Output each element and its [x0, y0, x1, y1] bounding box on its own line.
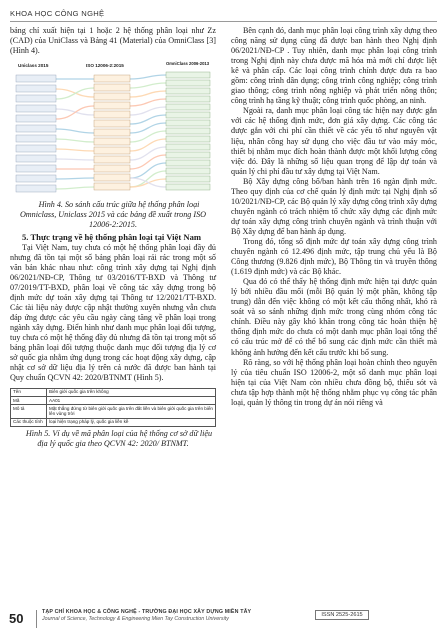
- table-cell: Mã: [11, 396, 47, 404]
- omniclass-tables: [166, 72, 210, 190]
- figure-5-table: [10, 388, 216, 427]
- column-header-omniclass: OmniClass 2006-2013: [166, 61, 210, 67]
- table-cell: Mặt thẳng đứng từ biên giới quốc gia trên đất liền và biên giới quốc gia trên biển lên vùng trời: [47, 404, 216, 418]
- table-cell: AA01: [47, 396, 216, 404]
- page-footer: [0, 604, 447, 640]
- journal-name-vn: TẠP CHÍ KHOA HỌC & CÔNG NGHỆ - TRƯỜNG ĐẠI HỌC XÂY DỰNG MIỀN TÂY: [42, 609, 252, 615]
- footer-divider: [36, 610, 37, 628]
- column-header-iso: ISO 12006-2:2015: [86, 63, 124, 69]
- body-paragraph: Bộ Xây dựng công bố/ban hành trên 16 ngàn định mức. Theo quy định của cơ chế quản lý định mức tại Nghị định số 10/2021/NĐ-CP, các Bộ quản lý xây dựng công trình xây dựng chuyên ngành có trách nhiệm tổ chức xây dựng các định mức dự toán xây dựng công trình chuyên ngành và trình thuận với Bộ Xây dựng để ban hành áp dụng.: [231, 176, 437, 236]
- figure-5-caption: Hình 5. Ví dụ về mã phân loại của hệ thống cơ sở dữ liệu địa lý quốc gia theo QCVN 42: 2020/ BTNMT.: [25, 428, 213, 448]
- table-row: [11, 418, 216, 426]
- table-cell: Các thuộc tính: [11, 418, 47, 426]
- table-row: [11, 396, 216, 404]
- figure-4-diagram: [10, 59, 216, 198]
- table-cell: loại hiện trạng pháp lý, quốc gia liền kề: [47, 418, 216, 426]
- intro-paragraph: bảng chỉ xuất hiện tại 1 hoặc 2 hệ thống phân loại như Zz (CAD) của UniClass và Bảng 41 (Material) của OmniClass [3] (Hình 4).: [10, 26, 216, 56]
- classification-comparison-diagram: [10, 59, 216, 198]
- page-number: 50: [9, 611, 24, 626]
- section-5-paragraph: Tại Việt Nam, tuy chưa có một hệ thống phân loại đầy đủ nhưng đã tồn tại một số bảng phân loại rải rác trong một số văn bản khác nhau như: công trình xây dựng tại Nghị định 06/2021/NĐ-CP, Thông tư 03/2016/TT-BXD và Thông tư 07/2019/TT-BXD, phân loại về công tác xây dựng trong bộ định mức dự toán xây dựng tại Thông tư 12/2021/TT-BXD. Các tài liệu này được cập nhật thường xuyên nhưng vẫn chưa đáp ứng được các yêu cầu ngày càng tăng về phân loại trong ngành xây dựng. Điển hình như danh mục phân loại đối tượng, tuy chưa có một hệ thống đầy đủ nhưng đã tồn tại trong một số bảng phân loại đối tượng thuộc danh mục đối tượng địa lý cơ sở quốc gia nhằm ứng dụng trong các hoạt động xây dựng, cập nhật cơ sở dữ liệu địa lý trên cả nước đã được ban hành tại Quy chuẩn QCVN 42: 2020/BTNMT (Hình 5).: [10, 242, 216, 383]
- table-row: [11, 388, 216, 396]
- body-paragraph: Qua đó có thể thấy hệ thống định mức hiện tại được quản lý bởi nhiều đầu mối (mỗi Bộ quản lý một phần, không tập trung) dẫn đến việc không có một kết cấu thống nhất, khó rà soát và so sánh những định mức trong cùng nhóm công tác chính. Điều này gây khó khăn trong công tác hoàn thiện hệ thống định mức do chưa có một danh mục phân loại tổng thể có cấu trúc mở để có thể bổ sung các định mức cần thiết mà không ảnh hưởng đến kết cấu trước khi bổ sung.: [231, 277, 437, 357]
- journal-info: [42, 609, 251, 623]
- running-title: KHOA HỌC CÔNG NGHỆ: [10, 9, 105, 18]
- body-paragraph: Rõ ràng, so với hệ thống phân loại hoàn chỉnh theo nguyên lý của tiêu chuẩn ISO 12006-2, một số danh mục phân loại hiện tại của Việt Nam còn nhiều chưa đồng bộ, thiếu sót và chưa tập hợp thành một hệ thống nhằm phục vụ công tác phân loại, quản lý thông tin trong dự án nói riêng và: [231, 357, 437, 407]
- table-cell: Mô tả: [11, 404, 47, 418]
- header-rule: [10, 21, 437, 22]
- table-cell: Biên giới quốc gia trên không: [47, 388, 216, 396]
- table-cell: Tên: [11, 388, 47, 396]
- section-5-heading: 5. Thực trạng về hệ thống phân loại tại Việt Nam: [22, 232, 202, 243]
- column-header-uniclass: Uniclass 2015: [18, 63, 49, 69]
- issn-badge: ISSN 2525-2615: [315, 610, 369, 620]
- body-paragraph: Trong đó, tổng số định mức dự toán xây dựng công trình chuyên ngành có 12.496 định mức, tập trung chủ yếu là Bộ Công thương (9.826 định mức), Bộ Thông tin và truyền thông (1.619 định mức) và các Bộ khác.: [231, 236, 437, 277]
- left-column: [10, 26, 216, 449]
- body-paragraph: Ngoài ra, danh mục phân loại công tác hiện nay được gắn với các hệ thống định mức, đơn giá xây dựng. Các công tác được gắn với chi phí cần thiết về các yếu tố như nguyên vật liệu, nhân công hay sử dụng cho việc đầu tư vào máy móc, thiết bị nhằm mục đích hoàn thành được một khối lượng công việc đó. Đây là những số liệu quan trọng để lập dự toán và quản lý chi phí đầu tư xây dựng tại Việt Nam.: [231, 106, 437, 176]
- figure-4-caption: Hình 4. So sánh cấu trúc giữa hệ thống phân loại Omniclass, Uniclass 2015 và các bảng đề xuất trong ISO 12006-2:2015.: [19, 200, 207, 230]
- table-row: [11, 404, 216, 418]
- journal-name-en: Journal of Science, Technology & Engineering Mien Tay Construction University: [42, 616, 229, 622]
- right-column: [231, 26, 437, 408]
- body-paragraph: Bên cạnh đó, danh mục phân loại công trình xây dựng theo công năng sử dụng cũng đã được ban hành theo Nghị định 06/2021/NĐ-CP . Tuy nhiên, danh mục phân loại công trình trong Nghị định này chưa được mã hóa mà mới chỉ được liệt kê và phân cấp. Các loại công trình chính được đưa ra bao gồm: công trình dân dụng; công trình công nghiệp; công trình giao thông; công trình nông nghiệp và phát triển nông thôn; công trình hạ tầng kỹ thuật; công trình quốc phòng, an ninh.: [231, 26, 437, 106]
